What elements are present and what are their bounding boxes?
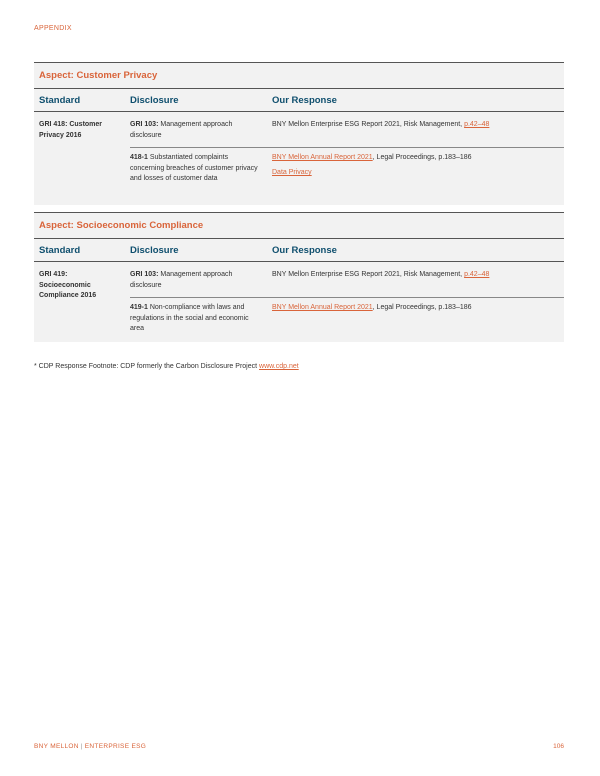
table-header xyxy=(34,238,564,262)
table-body xyxy=(34,262,564,342)
row-divider xyxy=(130,147,564,148)
standard-cell: GRI 418: Customer Privacy 2016 xyxy=(39,121,103,139)
page-number: 106 xyxy=(553,743,564,750)
aspect-bar-socio xyxy=(34,212,564,238)
col-standard: Standard xyxy=(39,95,81,106)
col-standard: Standard xyxy=(39,245,81,256)
cdp-link[interactable]: www.cdp.net xyxy=(259,363,299,370)
response-cell: BNY Mellon Annual Report 2021, Legal Proceedings, p.183–186 xyxy=(272,154,472,161)
disclosure-cell: GRI 103: Management approach disclosure xyxy=(130,271,233,289)
table-body xyxy=(34,112,564,205)
annual-report-link[interactable]: BNY Mellon Annual Report 2021 xyxy=(272,304,373,311)
footnote: * CDP Response Footnote: CDP formerly the Carbon Disclosure Project www.cdp.net xyxy=(34,363,299,370)
row-divider xyxy=(130,297,564,298)
col-disclosure: Disclosure xyxy=(130,245,179,256)
data-privacy-link[interactable]: Data Privacy xyxy=(272,169,312,176)
annual-report-link[interactable]: BNY Mellon Annual Report 2021 xyxy=(272,154,373,161)
col-response: Our Response xyxy=(272,245,337,256)
standard-cell: GRI 419: Socioeconomic Compliance 2016 xyxy=(39,271,97,299)
aspect-title: Aspect: Socioeconomic Compliance xyxy=(39,220,204,231)
col-disclosure: Disclosure xyxy=(130,95,179,106)
response-cell: BNY Mellon Annual Report 2021, Legal Proceedings, p.183–186 xyxy=(272,304,472,311)
col-response: Our Response xyxy=(272,95,337,106)
disclosure-cell: 418-1 Substantiated complaints concerning breaches of customer privacy and losses of customer data xyxy=(130,154,258,182)
disclosure-cell: 419-1 Non-compliance with laws and regulations in the social and economic area xyxy=(130,304,249,332)
aspect-bar-privacy xyxy=(34,62,564,88)
section-label: APPENDIX xyxy=(34,25,72,32)
page-link[interactable]: p.42–48 xyxy=(464,121,490,128)
response-cell: BNY Mellon Enterprise ESG Report 2021, Risk Management, p.42–48 xyxy=(272,121,490,128)
disclosure-cell: GRI 103: Management approach disclosure xyxy=(130,121,233,139)
page-link[interactable]: p.42–48 xyxy=(464,271,490,278)
response-cell-extra xyxy=(272,168,312,179)
table-header xyxy=(34,88,564,112)
aspect-title: Aspect: Customer Privacy xyxy=(39,70,158,81)
footer-brand: BNY MELLON | ENTERPRISE ESG xyxy=(34,743,147,750)
response-cell: BNY Mellon Enterprise ESG Report 2021, Risk Management, p.42–48 xyxy=(272,271,490,278)
